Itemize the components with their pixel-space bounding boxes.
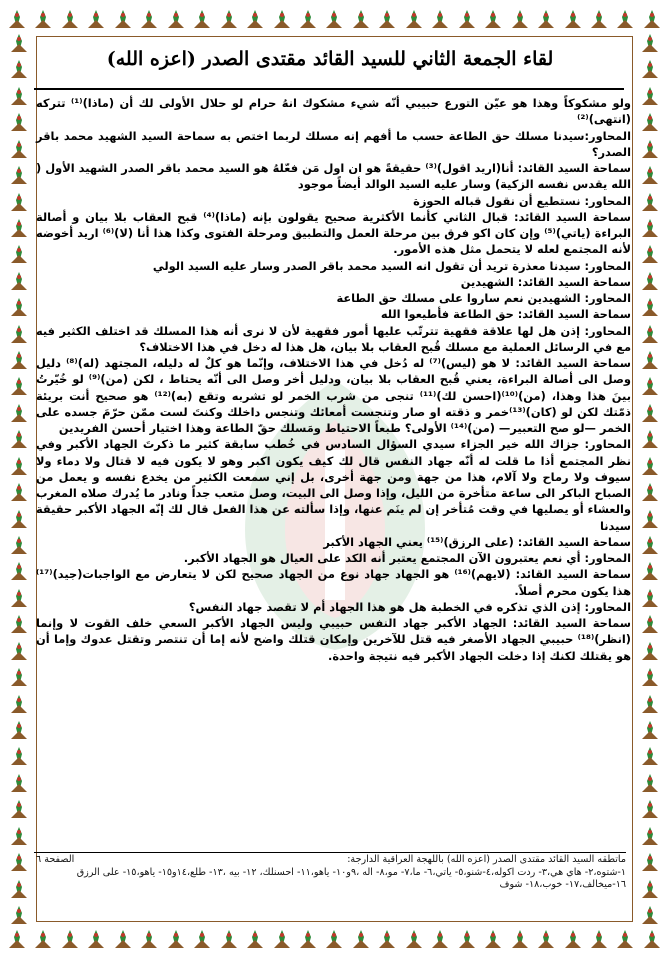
ornament-icon [8, 58, 30, 80]
ornament-icon [429, 928, 451, 950]
paragraph: سماحة السيد القائد: الشهيدين [460, 274, 631, 289]
ornament-icon [456, 928, 478, 950]
ornament-icon [138, 8, 160, 30]
paragraph: سماحة السيد القائد: حق الطاعة فأطيعوا الله [380, 307, 631, 322]
footnote-line: ١-شتوه،٢- هاي هي،٣- ردت اكوله،٤-شنو،٥- ياتي،٦- ما،٧- مو،٨- اله ،٩و١٠- ياهو،١١- احسنلك، ١٢- بيه ،١٣- طلع،١٤و١٥- ياهو،١٥- على الرزق [76, 866, 626, 878]
ornament-icon [350, 8, 372, 30]
footnote-heading: ماتطقه السيد القائد مقتدى الصدر (اعزه الله) باللهجة العراقية الدارجة: [347, 854, 626, 865]
ornament-icon [639, 111, 661, 133]
footnote-line: ١٦-ميخالف،١٧- خوب،١٨- شوف [499, 879, 626, 891]
ornament-icon [8, 719, 30, 741]
ornament-icon [8, 217, 30, 239]
border-right [637, 32, 663, 926]
ornament-icon [8, 693, 30, 715]
ornament-icon [639, 58, 661, 80]
ornament-icon [639, 323, 661, 345]
paragraph: المحاور: نستطيع أن نقول قباله الحوزة [413, 193, 631, 208]
ornament-icon [639, 349, 661, 371]
ornament-icon [8, 666, 30, 688]
ornament-icon [639, 191, 661, 213]
paragraph: المحاور: الشهيدين نعم ساروا على مسلك حق الطاعة [336, 291, 631, 305]
ornament-icon [8, 613, 30, 635]
ornament-icon [323, 8, 345, 30]
page-title: لقاء الجمعة الثاني للسيد القائد مقتدى الصدر (اعزه الله) [106, 48, 554, 70]
ornament-icon [8, 375, 30, 397]
ornament-icon [509, 8, 531, 30]
ornament-icon [456, 8, 478, 30]
ornament-icon [639, 798, 661, 820]
ornament-icon [8, 32, 30, 54]
paragraph: سماحة السيد القائد: لا هو (ليس)⁽⁷⁾ له دُخل في هذا الاختلاف، وإنّما هو كلٌ له دليله، المجتهد (له)⁽⁸⁾ دليل وصل الى أصالة البراءة، يعني قُبح العقاب بلا بيان، ودليل أخر وصل الى أنّه يحتاط ، لكن (من)⁽⁹⁾ لو خُيّرتُ بينَ هذا وهذا، (من)⁽¹⁰⁾(احسن لك)⁽¹¹⁾ تنجى من شرب الخمر لو تشربه وتقع (به)⁽¹²⁾ هو صحيح أنت بريئة ذمّتك لكن لو (كان)⁽¹³⁾خمر و ذقته او صار وتنجست أمعائك وتنجس داخلك وكنتَ لست ممّن حرّمَ جسده على الخمر —لو صح التعبير— (من)⁽¹⁴⁾ الأولى؟ طبعاً الاحتياط ومَسلك حقّ الطاعة وهذا اختيار أحسن الفريدين [36, 356, 632, 435]
ornament-icon [482, 928, 504, 950]
border-top [6, 6, 663, 32]
ornament-icon [8, 402, 30, 424]
ornament-icon [639, 270, 661, 292]
ornament-icon [8, 772, 30, 794]
ornament-icon [8, 798, 30, 820]
ornament-icon [639, 85, 661, 107]
ornament-icon [297, 928, 319, 950]
paragraph: المحاور: إذن الذي تذكره في الخطبة هل هو هذا الجهاد أم لا تقصد جهاد النفس؟ [188, 599, 631, 614]
ornament-icon [6, 928, 28, 950]
ornament-icon [6, 8, 28, 30]
ornament-icon [165, 928, 187, 950]
ornament-icon [588, 928, 610, 950]
border-left [6, 32, 32, 926]
ornament-icon [8, 508, 30, 530]
ornament-icon [8, 745, 30, 767]
ornament-icon [8, 851, 30, 873]
ornament-icon [8, 534, 30, 556]
ornament-icon [639, 878, 661, 900]
paragraph: المحاور: أي نعم يعتبرون الآن المجتمع يعتبر أنه الكد على العيال هو الجهاد الأكبر. [183, 551, 631, 565]
ornament-icon [641, 8, 663, 30]
ornament-icon [85, 928, 107, 950]
ornament-icon [639, 375, 661, 397]
ornament-icon [639, 296, 661, 318]
ornament-icon [8, 138, 30, 160]
ornament-icon [8, 270, 30, 292]
ornament-icon [165, 8, 187, 30]
ornament-icon [639, 640, 661, 662]
ornament-icon [8, 111, 30, 133]
ornament-icon [297, 8, 319, 30]
ornament-icon [191, 8, 213, 30]
ornament-icon [271, 928, 293, 950]
paragraph: سماحة السيد القائد: (على الرزق)⁽¹⁵⁾ يعني الجهاد الأكبر [323, 534, 631, 549]
ornament-icon [639, 164, 661, 186]
footnotes [36, 854, 626, 892]
ornament-icon [8, 349, 30, 371]
ornament-icon [641, 928, 663, 950]
ornament-icon [271, 8, 293, 30]
ornament-icon [429, 8, 451, 30]
paragraph: المحاور: إذن هل لها علاقة فقهية تترتّب عليها أمور فقهية لأن لا نرى أنه هذا المسلك قد اختلف الكثير فيه مع في الرسائل العملية مع مسلك قُبح العقاب بلا بيان، هل هذا له دخل في هذا الاختلاف؟ [36, 323, 631, 354]
ornament-icon [639, 666, 661, 688]
ornament-icon [639, 745, 661, 767]
ornament-icon [244, 928, 266, 950]
ornament-icon [639, 719, 661, 741]
ornament-icon [32, 8, 54, 30]
ornament-icon [639, 428, 661, 450]
ornament-icon [138, 928, 160, 950]
ornament-icon [85, 8, 107, 30]
ornament-icon [403, 8, 425, 30]
ornament-icon [8, 85, 30, 107]
ornament-icon [8, 323, 30, 345]
ornament-icon [8, 587, 30, 609]
ornament-icon [8, 825, 30, 847]
paragraph: سماحة السيد القائد: أنا(اريد اقول)⁽³⁾ حقيقةً هو ان اول مَن فعّلهُ هو السيد محمد باقر الصدر الشهيد الأول ( الله يقدس نفسه الزكية) وسار عليه السيد الوالد أيضاً موجود [36, 161, 631, 192]
ornament-icon [8, 481, 30, 503]
ornament-icon [562, 928, 584, 950]
ornament-icon [639, 560, 661, 582]
ornament-icon [614, 8, 636, 30]
ornament-icon [482, 8, 504, 30]
ornament-icon [639, 402, 661, 424]
ornament-icon [218, 8, 240, 30]
ornament-icon [191, 928, 213, 950]
ornament-icon [639, 455, 661, 477]
ornament-icon [244, 8, 266, 30]
paragraph: سماحة السيد القائد: (لايهم)⁽¹⁶⁾ هو الجهاد جهاد نوع من الجهاد صحيح لكن لا يتعارض مع الواجبات(جيد)⁽¹⁷⁾ هذا يكون محرم أصلاً. [36, 567, 632, 598]
ornament-icon [639, 32, 661, 54]
ornament-icon [8, 243, 30, 265]
title-divider [34, 88, 624, 90]
ornament-icon [639, 508, 661, 530]
ornament-icon [588, 8, 610, 30]
ornament-icon [562, 8, 584, 30]
ornament-icon [639, 693, 661, 715]
paragraph: المحاور: جزاك الله خير الجزاء سيدي السؤال السادس في خُطب سابقة كثير ما ذكرتَ الجهاد الأكبر وفي نظر المجتمع أذا ما قلت له أنّه جهاد النفس قال لك كيف يكون اكبر وهو لا يكون فيه لا قتال ولا دماء ولا سيوف ولا رماح ولا آلام، هذا من جهة ومن جهة أخرى، بل إني سمعت الكثير من يخدع نفسه و يعمل من الصباح الباكر الى ساعة متأخرة من الليل، وإذا وصل الى البيت، وصل متعب جداً ونادر ما يُدرك صلاه المغرب والعشاء أو يصليها في وقت مُتأخر إن لم ينَم عنها، وإذا سألته عن هذا الفعل قال لك إنّه الجهاد الأكبر حقيقة سيدنا [36, 437, 631, 533]
document-body [36, 95, 631, 850]
ornament-icon [323, 928, 345, 950]
ornament-icon [376, 8, 398, 30]
ornament-icon [639, 613, 661, 635]
border-bottom [6, 926, 663, 952]
ornament-icon [350, 928, 372, 950]
ornament-icon [639, 217, 661, 239]
ornament-icon [8, 560, 30, 582]
ornament-icon [509, 928, 531, 950]
ornament-icon [639, 825, 661, 847]
ornament-icon [112, 8, 134, 30]
ornament-icon [535, 928, 557, 950]
ornament-icon [8, 878, 30, 900]
ornament-icon [8, 455, 30, 477]
ornament-icon [639, 904, 661, 926]
ornament-icon [639, 138, 661, 160]
ornament-icon [639, 243, 661, 265]
paragraph: سماحة السيد القائد: الجهاد الأكبر جهاد النفس حبيبي وليس الجهاد الأكبر السعي خلف القوت لا وإنما (انظر)⁽¹⁸⁾ حبيبي الجهاد الأصغر فيه قتل للآخرين وإمكان قتلك واضح لأنه إما أن تنتصر وتقتل عدوك وإما أن هو يقتلك لكنك إذا دخلت الجهاد الأكبر فيه نتيجة واحدة. [36, 616, 631, 663]
ornament-icon [59, 8, 81, 30]
paragraph: سماحة السيد القائد: قبال الثاني كأنما الأكثرية صحيح يقولون بإنه (ماذا)⁽⁴⁾ قبح العقاب بلا بيان و أصالة البراءة (ياتي)⁽⁵⁾ وإن كان اكو فرق بين مرحلة العمل والتطبيق ومرحلة الفتوى وكذا هذا أنا (لا)⁽⁶⁾ اريد أخوضه لأنه المجتمع لعله لا يتحمل مثل هذه الأمور. [36, 209, 632, 257]
ornament-icon [8, 164, 30, 186]
ornament-icon [218, 928, 240, 950]
paragraph: ولو مشكوكاً وهذا هو عيّن التورع حبيبي أنّه شيء مشكوك انهُ حرام لو حلال الأولى لك أن (ماذا)⁽¹⁾ تتركه (انتهى)⁽²⁾ [36, 96, 632, 127]
paragraph: المحاور:سيدنا مسلك حق الطاعة حسب ما أفهم إنه مسلك لربما اختص به سماحة السيد الشهيد محمد باقر الصدر؟ [36, 128, 631, 159]
ornament-icon [32, 928, 54, 950]
ornament-icon [639, 481, 661, 503]
ornament-icon [535, 8, 557, 30]
ornament-icon [639, 534, 661, 556]
ornament-icon [8, 640, 30, 662]
ornament-icon [639, 851, 661, 873]
ornament-icon [112, 928, 134, 950]
ornament-icon [8, 296, 30, 318]
paragraph: المحاور: سيدنا معذرة تريد أن تقول انه السيد محمد باقر الصدر وسار عليه السيد الولي [152, 258, 631, 273]
ornament-icon [8, 191, 30, 213]
ornament-icon [639, 772, 661, 794]
ornament-icon [403, 928, 425, 950]
ornament-icon [614, 928, 636, 950]
ornament-icon [8, 904, 30, 926]
footnote-divider [34, 852, 626, 853]
ornament-icon [8, 428, 30, 450]
ornament-icon [376, 928, 398, 950]
ornament-icon [639, 587, 661, 609]
page-number: الصفحة ٦ [36, 854, 75, 865]
ornament-icon [59, 928, 81, 950]
